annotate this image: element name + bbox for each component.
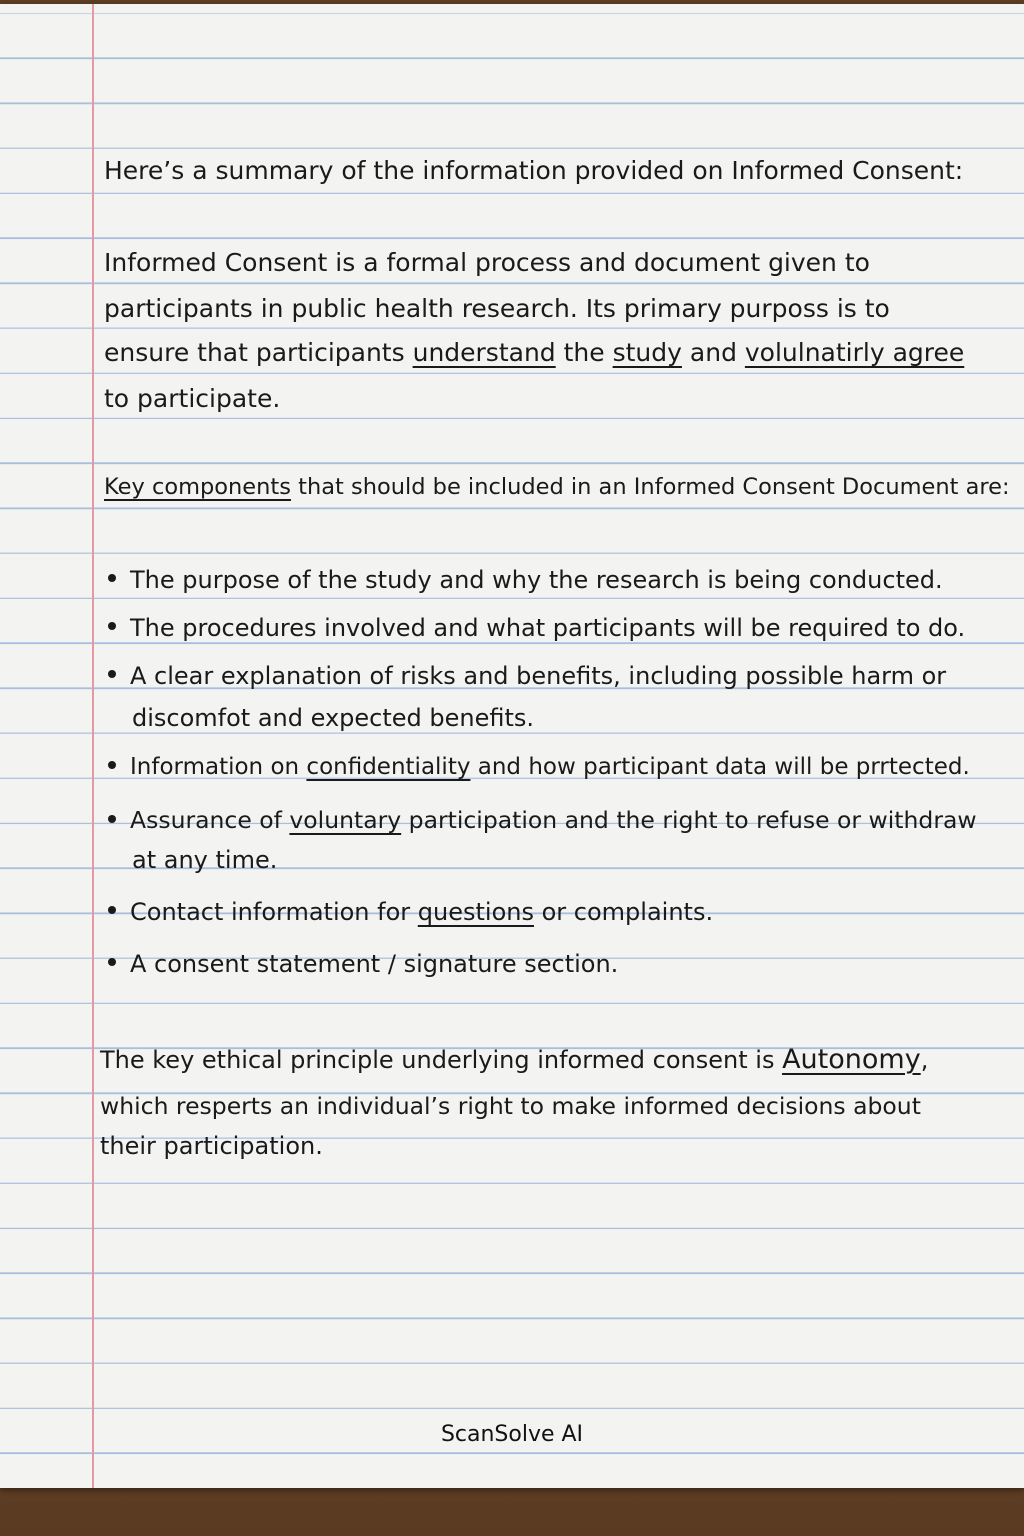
bullet-icon — [108, 815, 116, 823]
underline-confidentiality: confidentiality — [306, 754, 471, 780]
underline-questions: questions — [417, 898, 534, 926]
bullet-icon — [108, 906, 116, 914]
underline-understand: understand — [412, 338, 556, 367]
para1-line3-text-a: ensure that participants — [104, 338, 413, 367]
underline-agree: volulnatirly agree — [744, 338, 965, 367]
footer-brand: ScanSolve AI — [440, 1422, 584, 1447]
components-lead-rest: that should be included in an Informed Consent Document are: — [290, 474, 1010, 500]
bullet-icon — [108, 761, 116, 769]
notebook-page — [0, 4, 1024, 1488]
components-lead — [104, 474, 1010, 500]
underline-voluntary: voluntary — [289, 806, 402, 834]
para1-line1: Informed Consent is a formal process and document given to — [104, 248, 870, 277]
conclusion-line1: The key ethical principle underlying informed consent is Autonomy, — [100, 1044, 929, 1075]
bullet-item-voluntary: Assurance of voluntary participation and the right to refuse or withdraw — [108, 806, 977, 834]
bullet-item-consent-statement: A consent statement / signature section. — [108, 950, 618, 978]
bullet-item-confidentiality: Information on confidentiality and how participant data will be prrtected. — [108, 754, 970, 780]
bullet-icon — [108, 958, 116, 966]
bullet-item-contact: Contact information for questions or complaints. — [108, 898, 713, 926]
para1-line3-text-c: and — [681, 338, 745, 367]
bullet-icon — [108, 574, 116, 582]
conclusion-line3: their participation. — [100, 1132, 323, 1160]
para1-line2: participants in public health research. Its primary purposs is to — [104, 294, 890, 323]
bullet-item-risks-line2: discomfot and expected benefits. — [132, 704, 535, 732]
para1-line3 — [104, 338, 964, 367]
intro-line: Here’s a summary of the information provided on Informed Consent: — [104, 156, 964, 185]
bullet-icon — [108, 670, 116, 678]
bullet-item-voluntary-line2: at any time. — [132, 846, 278, 874]
conclusion-line2: which resperts an individual’s right to make informed decisions about — [100, 1092, 921, 1120]
para1-line3-text-b: the — [555, 338, 613, 367]
bullet-item-risks: A clear explanation of risks and benefits, including possible harm or — [108, 662, 946, 690]
bullet-item-purpose: The purpose of the study and why the research is being conducted. — [108, 566, 943, 594]
bullet-icon — [108, 622, 116, 630]
underline-autonomy: Autonomy — [782, 1044, 921, 1075]
underline-study: study — [612, 338, 682, 367]
margin-line — [92, 4, 94, 1488]
underline-key-components: Key components — [104, 474, 291, 500]
para1-line4: to participate. — [104, 384, 281, 413]
bullet-item-procedures: The procedures involved and what participants will be required to do. — [108, 614, 965, 642]
